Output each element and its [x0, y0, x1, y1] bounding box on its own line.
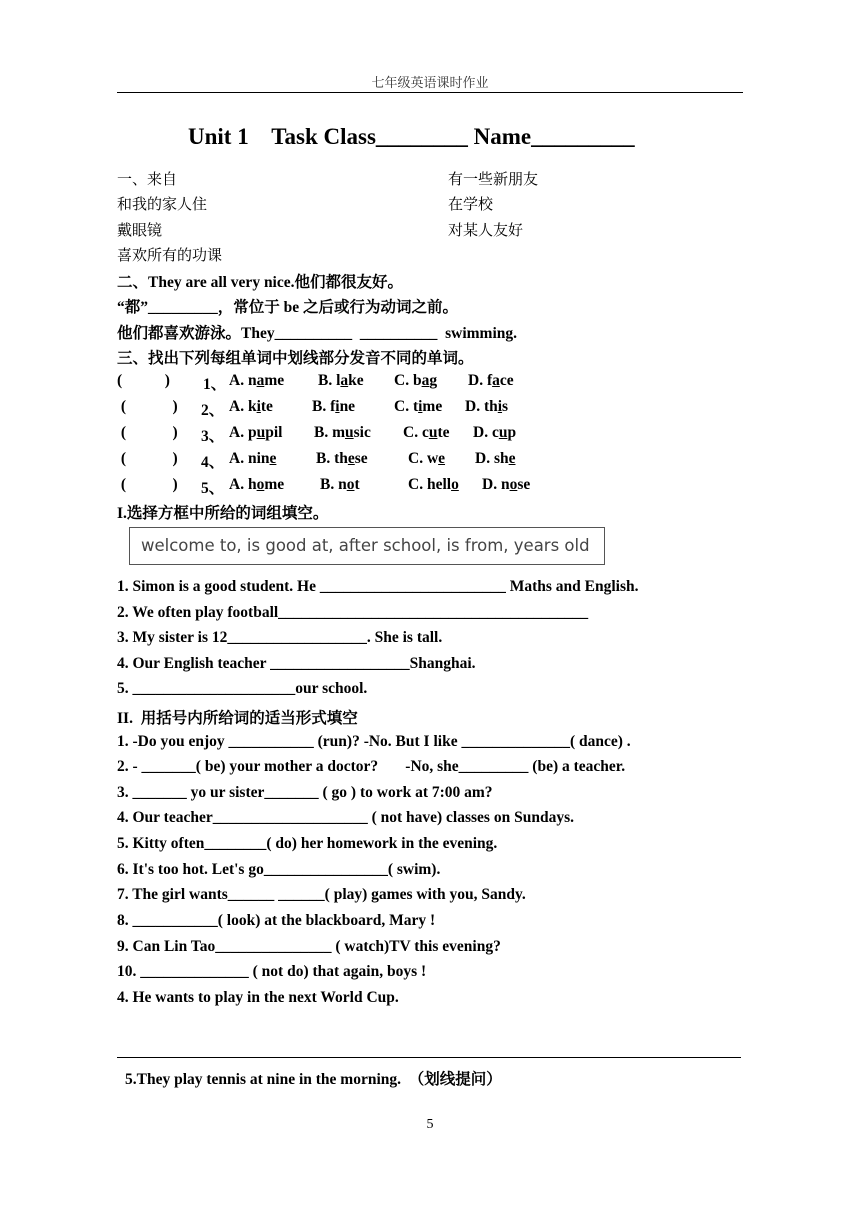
underlined-letter: e	[508, 450, 516, 467]
header-rule	[117, 92, 743, 93]
word-option: C. hello	[408, 476, 459, 493]
section2-line1: “都”_________，常位于 be 之后或行为动词之前。	[117, 299, 459, 316]
word-option: D. this	[465, 398, 509, 415]
underlined-letter: i	[497, 398, 503, 415]
word-option: A. name	[229, 372, 285, 389]
answer-bracket: ( )	[117, 398, 178, 415]
section3-heading: 三、找出下列每组单词中划线部分发音不同的单词。	[117, 350, 474, 367]
question-sentence: 5.They play tennis at nine in the morning. （划线提问）	[125, 1071, 502, 1088]
word-option: D. she	[475, 450, 516, 467]
section2-heading: 二、They are all very nice.他们都很友好。	[117, 274, 404, 291]
word-option: B. lake	[318, 372, 364, 389]
section1-left-item: 和我的家人住	[117, 195, 208, 213]
word-option: D. face	[468, 372, 514, 389]
underlined-letter: o	[509, 476, 518, 493]
phrase-box	[129, 527, 605, 565]
question-number: 5、	[201, 480, 225, 497]
form-sentence: 9. Can Lin Tao_______________ ( watch)TV this evening?	[117, 938, 501, 955]
form-sentence: 4. He wants to play in the next World Cup.	[117, 989, 399, 1006]
underlined-letter: a	[340, 372, 349, 389]
phonics-question	[117, 398, 225, 419]
answer-bracket: ( )	[117, 372, 170, 389]
fill-sentence: 1. Simon is a good student. He ________________________ Maths and English.	[117, 578, 639, 595]
question-number: 3、	[201, 428, 225, 445]
fill-sentence: 2. We often play football________________________________________	[117, 604, 589, 621]
answer-line	[117, 1057, 741, 1058]
question-number: 4、	[201, 454, 225, 471]
form-sentence: 4. Our teacher____________________ ( not have) classes on Sundays.	[117, 809, 574, 826]
question-number: 1、	[203, 376, 227, 393]
underlined-letter: o	[256, 476, 265, 493]
form-sentence: 1. -Do you enjoy ___________ (run)? -No. But I like ______________( dance) .	[117, 733, 631, 750]
underlined-letter: i	[335, 398, 340, 415]
underlined-letter: u	[345, 424, 354, 441]
form-sentence: 5. Kitty often________( do) her homework in the evening.	[117, 835, 498, 852]
word-option: B. fine	[312, 398, 356, 415]
underlined-letter: i	[418, 398, 423, 415]
answer-bracket: ( )	[117, 450, 178, 467]
word-option: A. kite	[229, 398, 273, 415]
phonics-question	[117, 424, 225, 445]
word-option: B. not	[320, 476, 360, 493]
fill-sentence: 5. _____________________our school.	[117, 680, 368, 697]
form-sentence: 6. It's too hot. Let's go________________( swim).	[117, 861, 441, 878]
phonics-question	[117, 476, 225, 497]
word-option: C. we	[408, 450, 446, 467]
fill-sentence: 4. Our English teacher __________________Shanghai.	[117, 655, 476, 672]
worksheet-title: Unit 1 Task Class________ Name_________	[188, 124, 635, 149]
form-sentence: 10. ______________ ( not do) that again, boys !	[117, 963, 427, 980]
word-option: D. cup	[473, 424, 517, 441]
form-sentence: 7. The girl wants______ ______( play) games with you, Sandy.	[117, 886, 526, 903]
form-sentence: 3. _______ yo ur sister_______ ( go ) to work at 7:00 am?	[117, 784, 493, 801]
phonics-question	[117, 372, 227, 393]
underlined-letter: e	[438, 450, 446, 467]
underlined-letter: e	[269, 450, 277, 467]
underlined-letter: i	[256, 398, 261, 415]
word-option: A. pupil	[229, 424, 283, 441]
underlined-letter: a	[256, 372, 265, 389]
section1-left-item: 戴眼镜	[117, 221, 163, 239]
form-sentence: 8. ___________( look) at the blackboard, Mary !	[117, 912, 436, 929]
underlined-letter: u	[428, 424, 438, 441]
section1-right-item: 在学校	[448, 195, 494, 213]
page-number: 5	[426, 1117, 434, 1132]
underlined-letter: u	[498, 424, 508, 441]
section1-heading: 一、来自	[117, 170, 178, 188]
word-option: B. music	[314, 424, 371, 441]
phonics-question	[117, 450, 225, 471]
sectionII-heading: II. 用括号内所给词的适当形式填空	[117, 710, 358, 727]
word-option: A. nine	[229, 450, 277, 467]
underlined-letter: a	[492, 372, 500, 389]
section1-right-item: 有一些新朋友	[448, 170, 539, 188]
underlined-letter: o	[346, 476, 355, 493]
word-option: D. nose	[482, 476, 531, 493]
page-header: 七年级英语课时作业	[371, 76, 489, 91]
phrase-list: welcome to, is good at, after school, is from, years old	[141, 536, 590, 555]
question-number: 2、	[201, 402, 225, 419]
word-option: B. these	[316, 450, 368, 467]
underlined-letter: e	[347, 450, 355, 467]
underlined-letter: a	[421, 372, 430, 389]
section1-right-item: 对某人友好	[448, 221, 524, 239]
sectionI-heading: I.选择方框中所给的词组填空。	[117, 505, 329, 522]
underlined-letter: o	[451, 476, 459, 493]
answer-bracket: ( )	[117, 476, 178, 493]
word-option: C. cute	[403, 424, 450, 441]
word-option: A. home	[229, 476, 285, 493]
word-option: C. time	[394, 398, 443, 415]
fill-sentence: 3. My sister is 12__________________. She is tall.	[117, 629, 443, 646]
form-sentence: 2. - _______( be) your mother a doctor? -No, she_________ (be) a teacher.	[117, 758, 626, 775]
section1-left-item: 喜欢所有的功课	[117, 246, 223, 264]
word-option: C. bag	[394, 372, 438, 389]
answer-bracket: ( )	[117, 424, 178, 441]
section2-line2: 他们都喜欢游泳。They__________ __________ swimming.	[117, 325, 517, 342]
underlined-letter: u	[256, 424, 266, 441]
